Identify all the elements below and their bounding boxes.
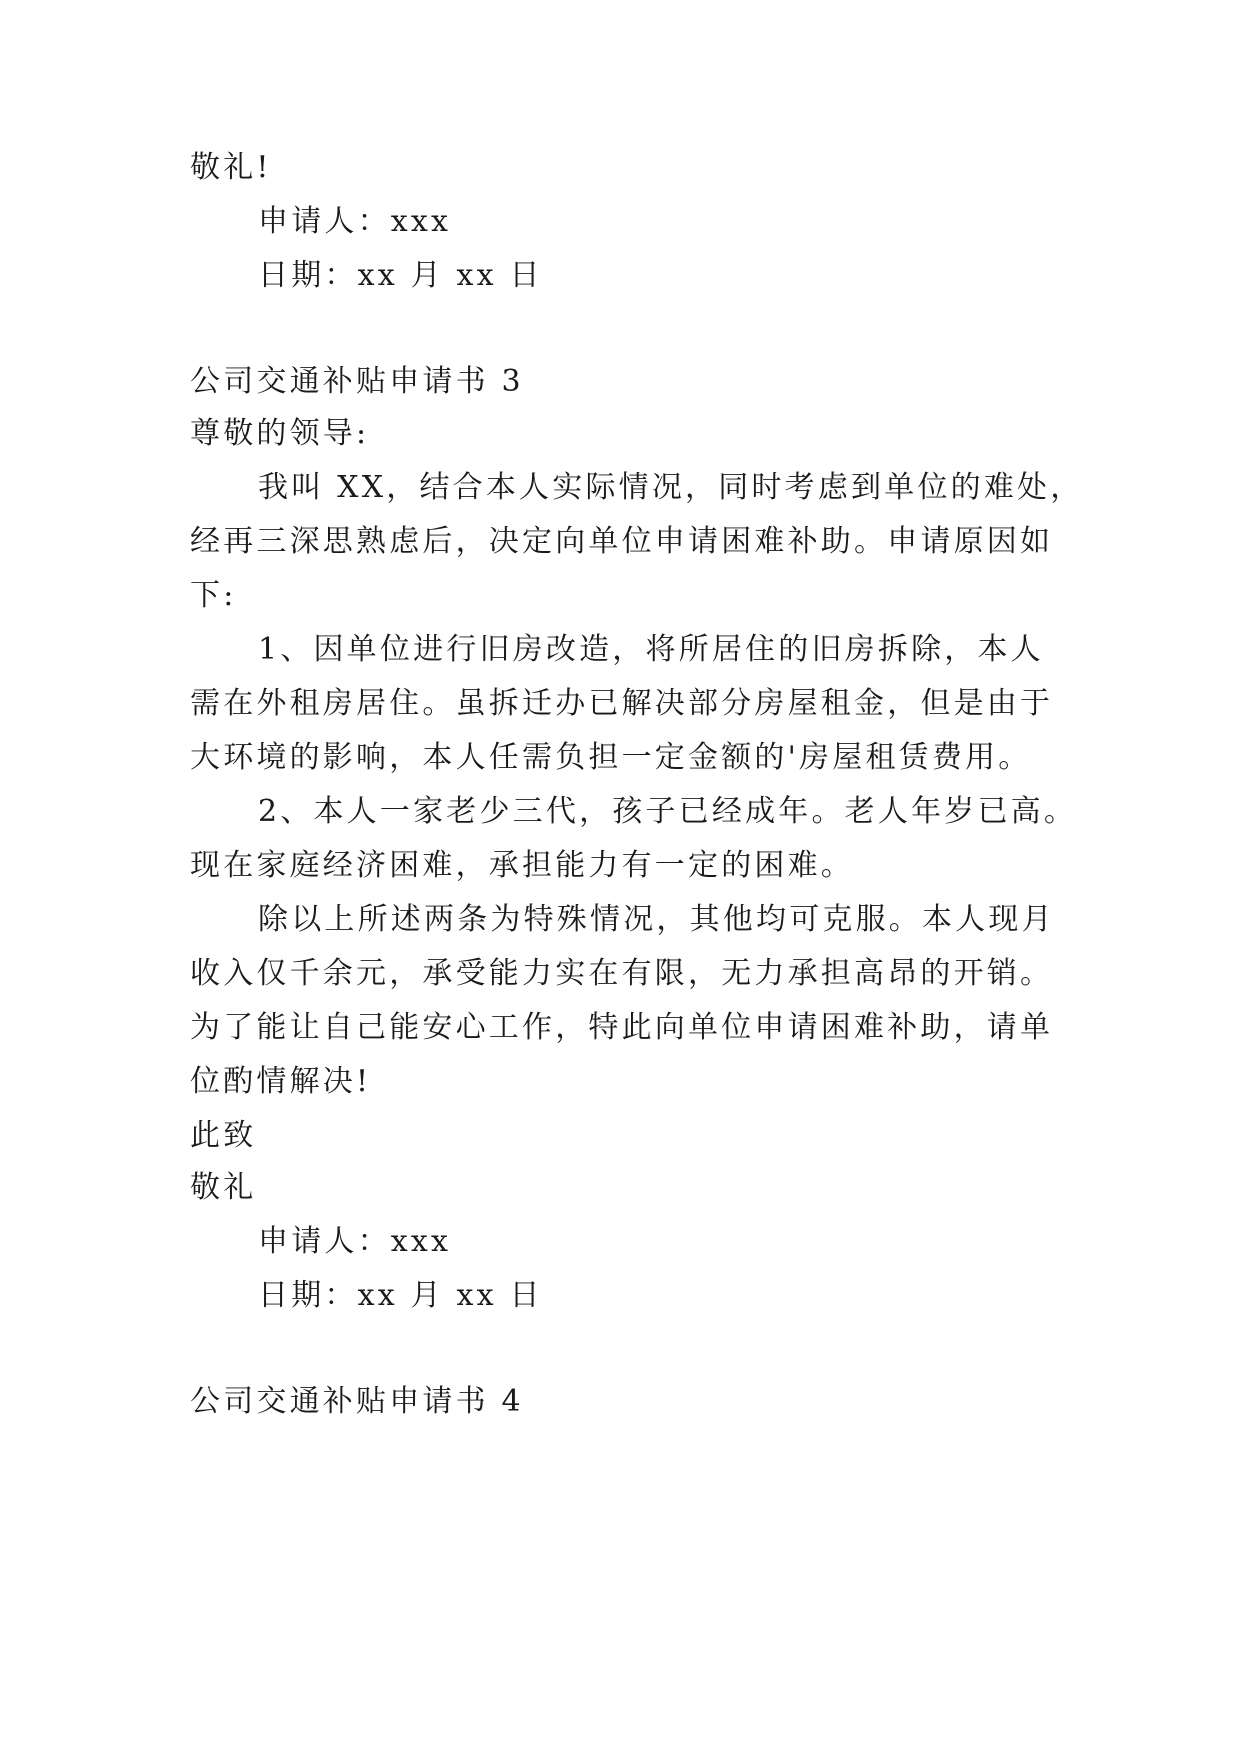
body-line: 1、因单位进行旧房改造，将所居住的旧房拆除，本人 — [258, 632, 1044, 667]
body-line: 大环境的影响，本人任需负担一定金额的'房屋租赁费用。 — [190, 740, 1032, 775]
body-line: 除以上所述两条为特殊情况，其他均可克服。本人现月 — [258, 902, 1055, 937]
body-line: 我叫 XX，结合本人实际情况，同时考虑到单位的难处， — [258, 470, 1084, 505]
body-line: 收入仅千余元，承受能力实在有限，无力承担高昂的开销。 — [190, 956, 1054, 991]
section-heading-3: 公司交通补贴申请书 3 — [190, 364, 524, 399]
applicant-line: 申请人：xxx — [258, 1224, 452, 1259]
date-line: 日期：xx 月 xx 日 — [258, 258, 543, 293]
applicant-line: 申请人：xxx — [258, 204, 452, 239]
section-heading-4: 公司交通补贴申请书 4 — [190, 1384, 524, 1419]
closing-line-1: 此致 — [190, 1118, 257, 1153]
salutation: 尊敬的领导: — [190, 416, 370, 451]
body-line: 2、本人一家老少三代，孩子已经成年。老人年岁已高。 — [258, 794, 1078, 829]
body-line: 位酌情解决! — [190, 1064, 372, 1099]
closing-line-2: 敬礼 — [190, 1170, 257, 1205]
body-line: 经再三深思熟虑后，决定向单位申请困难补助。申请原因如 — [190, 524, 1054, 559]
closing-regards: 敬礼! — [190, 150, 272, 185]
body-line: 现在家庭经济困难，承担能力有一定的困难。 — [190, 848, 854, 883]
date-line: 日期：xx 月 xx 日 — [258, 1278, 543, 1313]
body-line: 为了能让自己能安心工作，特此向单位申请困难补助，请单 — [190, 1010, 1054, 1045]
body-line: 下: — [190, 578, 237, 613]
body-line: 需在外租房居住。虽拆迁办已解决部分房屋租金，但是由于 — [190, 686, 1054, 721]
